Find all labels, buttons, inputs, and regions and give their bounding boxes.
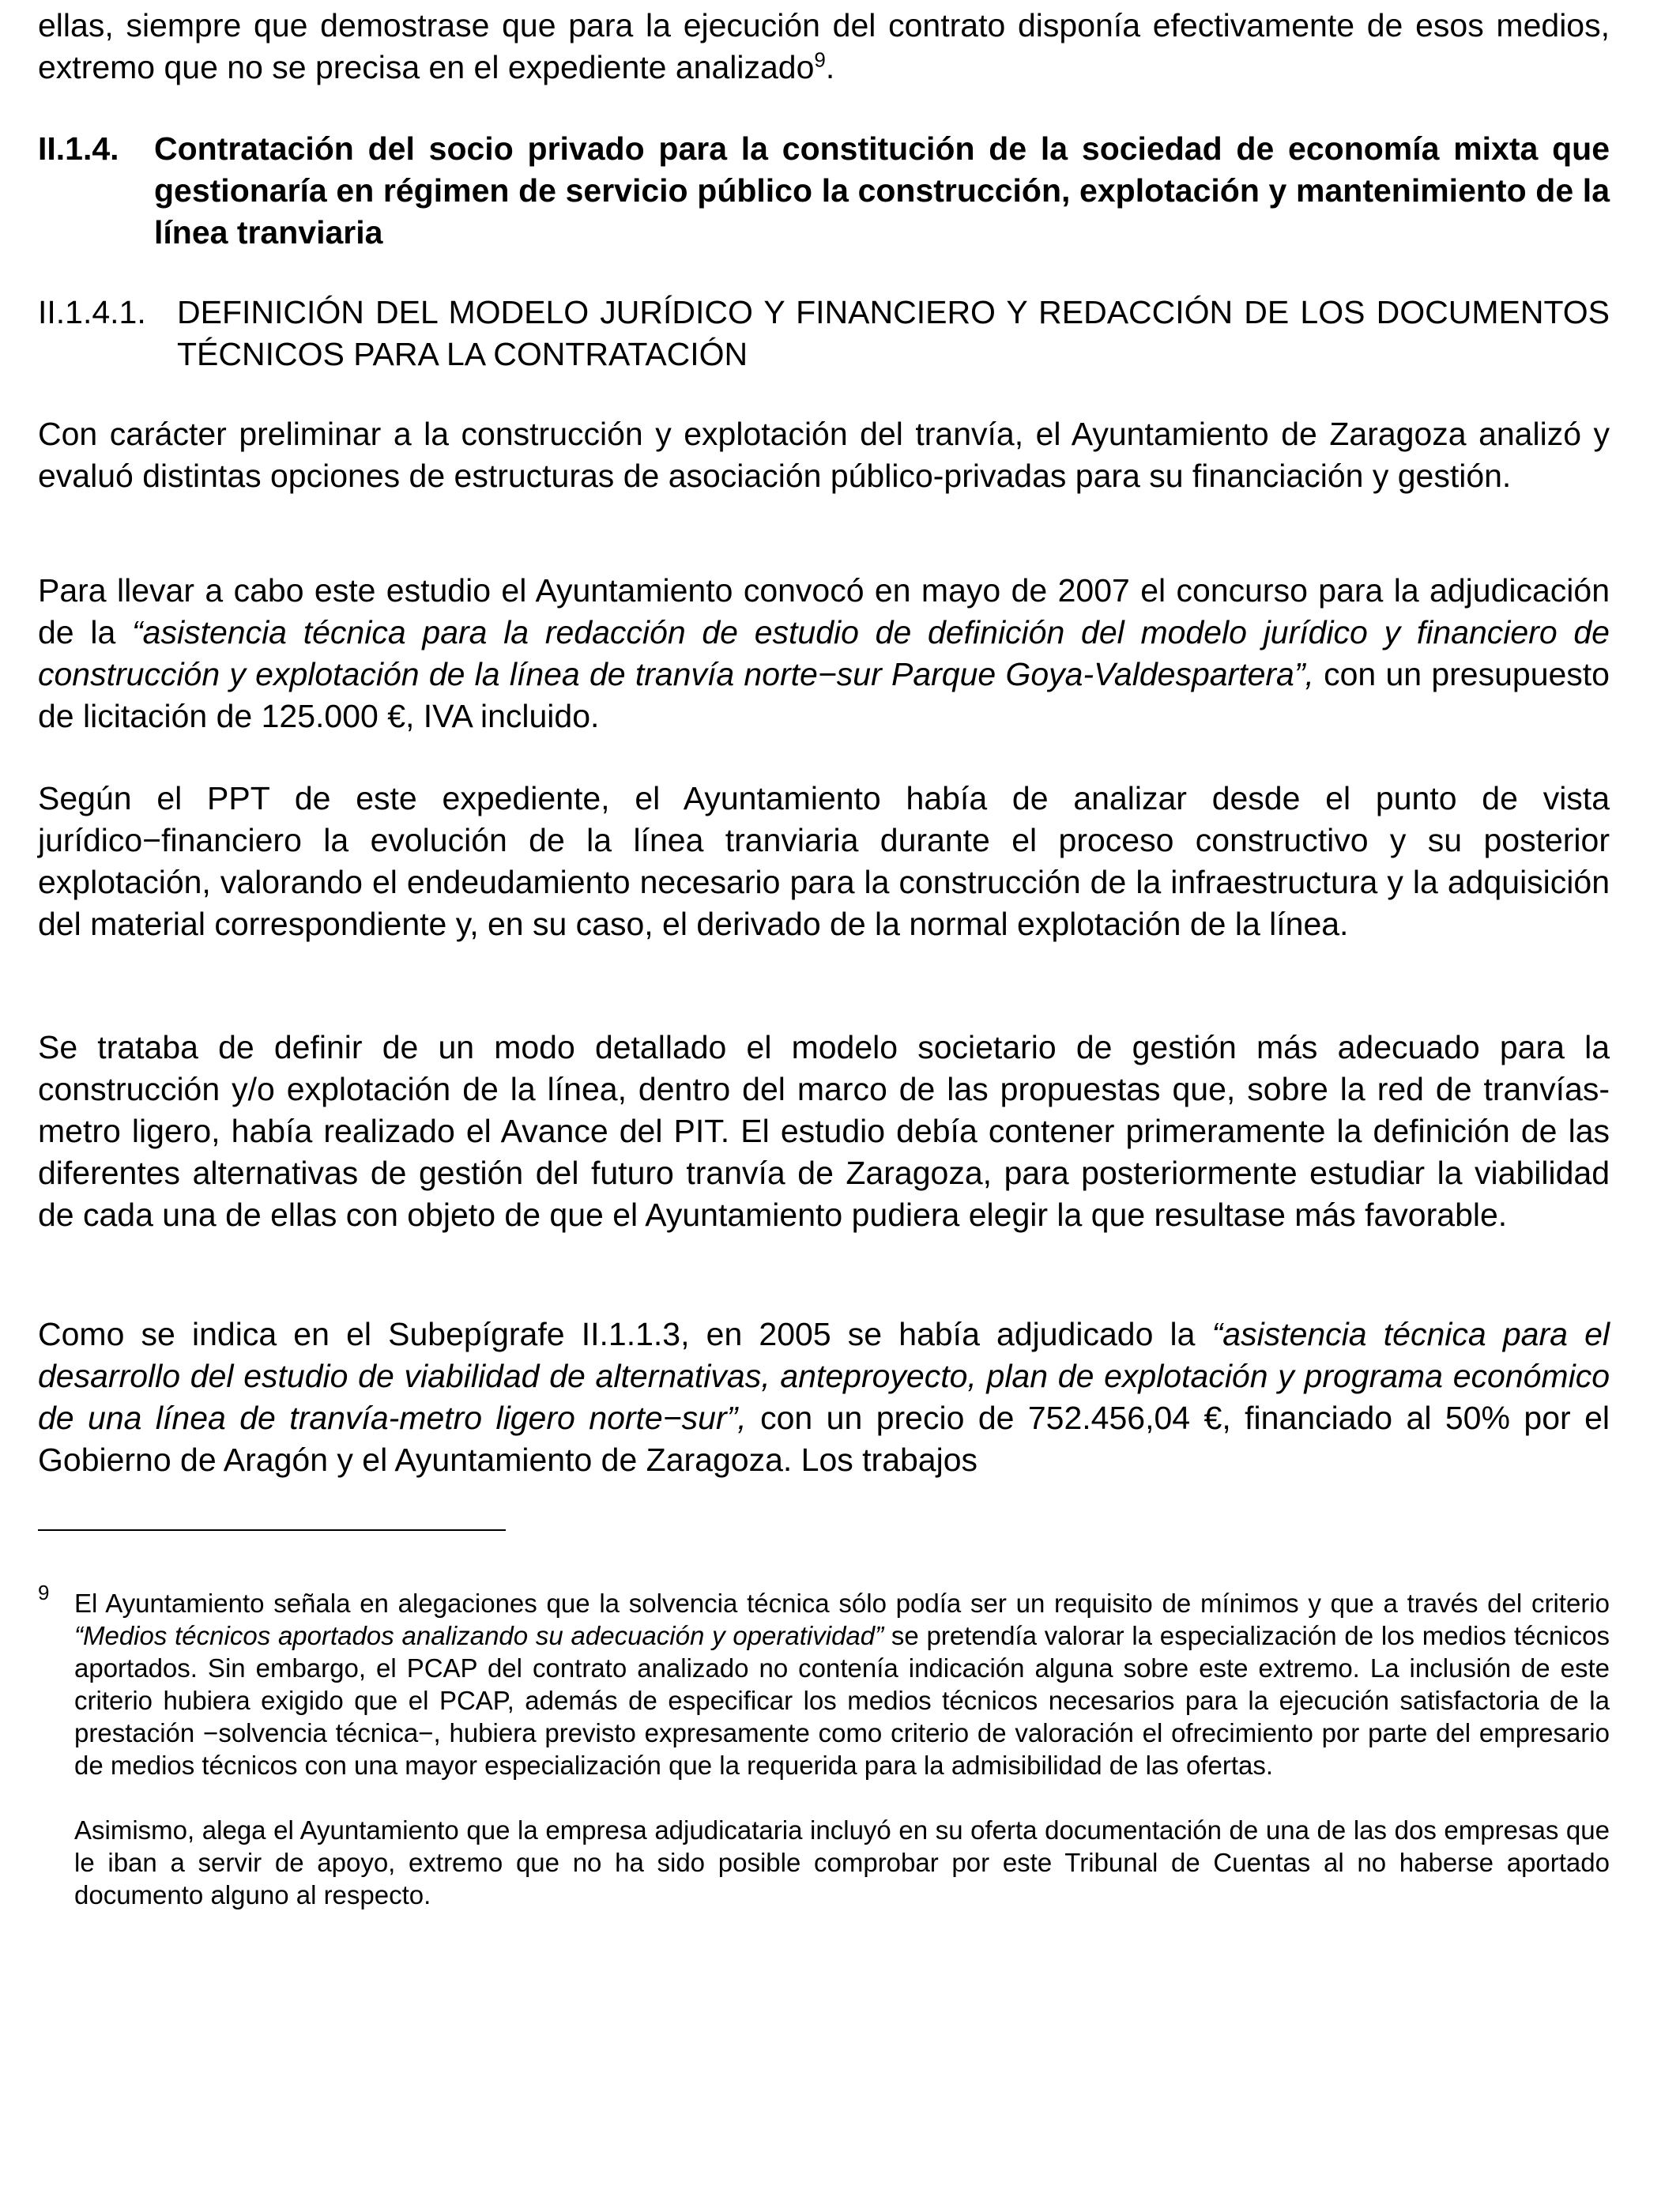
footnote-text-a: El Ayuntamiento señala en alegaciones que la solvencia técnica sólo podía ser un requisito de mínimos y que a través del criterio (74, 1589, 1610, 1618)
paragraph-4: Se trataba de definir de un modo detallado el modelo societario de gestión más adecuado para la construcción y/o explotación de la línea, dentro del marco de las propuestas que, sobre la red de tranvías-metro ligero, había realizado el Avance del PIT. El estudio debía contener primeramente la definición de las diferentes alternativas de gestión del futuro tranvía de Zaragoza, para posteriormente estudiar la viabilidad de cada una de ellas con objeto de que el Ayuntamiento pudiera elegir la que resultase más favorable. (38, 1029, 1610, 1233)
paragraph-2 (38, 570, 1610, 737)
footnote-quote: “Medios técnicos aportados analizando su adecuación y operatividad” (74, 1621, 884, 1650)
subsection-number: II.1.4.1. (38, 294, 146, 330)
footnote-separator (38, 1529, 506, 1531)
paragraph-5-quote: “asistencia técnica para el desarrollo del estudio de viabilidad de alternativas, anteproyecto, plan de explotación y programa económico de una línea de tranvía-metro ligero norte−sur”, (38, 1316, 1610, 1436)
footnote-number: 9 (38, 1581, 50, 1604)
section-title: Contratación del socio privado para la constitución de la sociedad de economía mixta que gestionaría en régimen de servicio público la construcción, explotación y mantenimiento de la línea tranviaria (154, 130, 1610, 251)
footnote-reference[interactable]: 9 (814, 47, 826, 72)
paragraph-5 (38, 1314, 1610, 1481)
footnote (38, 1581, 1610, 1911)
subsection-heading (38, 292, 1610, 375)
section-number: II.1.4. (38, 130, 119, 167)
section-heading (38, 128, 1610, 254)
intro-text: ellas, siempre que demostrase que para la ejecución del contrato disponía efectivamente de esos medios, extremo que no se precisa en el expediente analizado (38, 7, 1610, 85)
intro-end: . (825, 49, 835, 85)
paragraph-5-text-b: con un precio de 752.456,04 €, financiado al 50% por el Gobierno de Aragón y el Ayuntamiento de Zaragoza. Los trabajos (38, 1400, 1610, 1478)
paragraph-2-text-b: con un presupuesto de licitación de 125.000 €, IVA incluido. (38, 656, 1610, 734)
intro-paragraph (38, 5, 1610, 89)
footnote-text-b: se pretendía valorar la especialización de los medios técnicos aportados. Sin embargo, el PCAP del contrato analizado no contenía indicación alguna sobre este extremo. La inclusión de este criterio hubiera exigido que el PCAP, además de especificar los medios técnicos necesarios para la ejecución satisfactoria de la prestación −solvencia técnica−, hubiera previsto expresamente como criterio de valoración el ofrecimiento por parte del empresario de medios técnicos con una mayor especialización que la requerida para la admisibilidad de las ofertas. (74, 1621, 1610, 1780)
paragraph-5-text-a: Como se indica en el Subepígrafe II.1.1.3, en 2005 se había adjudicado la (38, 1316, 1212, 1352)
subsection-title: DEFINICIÓN DEL MODELO JURÍDICO Y FINANCIERO Y REDACCIÓN DE LOS DOCUMENTOS TÉCNICOS PARA LA CONTRATACIÓN (177, 294, 1610, 372)
paragraph-2-text-a: Para llevar a cabo este estudio el Ayuntamiento convocó en mayo de 2007 el concurso para la adjudicación de la (38, 572, 1610, 650)
paragraph-3: Según el PPT de este expediente, el Ayuntamiento había de analizar desde el punto de vista jurídico−financiero la evolución de la línea tranviaria durante el proceso constructivo y su posterior explotación, valorando el endeudamiento necesario para la construcción de la infraestructura y la adquisición del material correspondiente y, en su caso, el derivado de la normal explotación de la línea. (38, 780, 1610, 942)
paragraph-2-quote: “asistencia técnica para la redacción de estudio de definición del modelo jurídico y financiero de construcción y explotación de la línea de tranvía norte−sur Parque Goya-Valdespartera”, (38, 614, 1610, 692)
paragraph-1: Con carácter preliminar a la construcción y explotación del tranvía, el Ayuntamiento de Zaragoza analizó y evaluó distintas opciones de estructuras de asociación público-privadas para su financiación y gestión. (38, 416, 1610, 494)
footnote-paragraph-2: Asimismo, alega el Ayuntamiento que la empresa adjudicataria incluyó en su oferta documentación de una de las dos empresas que le iban a servir de apoyo, extremo que no ha sido posible comprobar por este Tribunal de Cuentas al no haberse aportado documento alguno al respecto. (74, 1815, 1610, 1909)
footnote-paragraph-1 (74, 1587, 1610, 1781)
